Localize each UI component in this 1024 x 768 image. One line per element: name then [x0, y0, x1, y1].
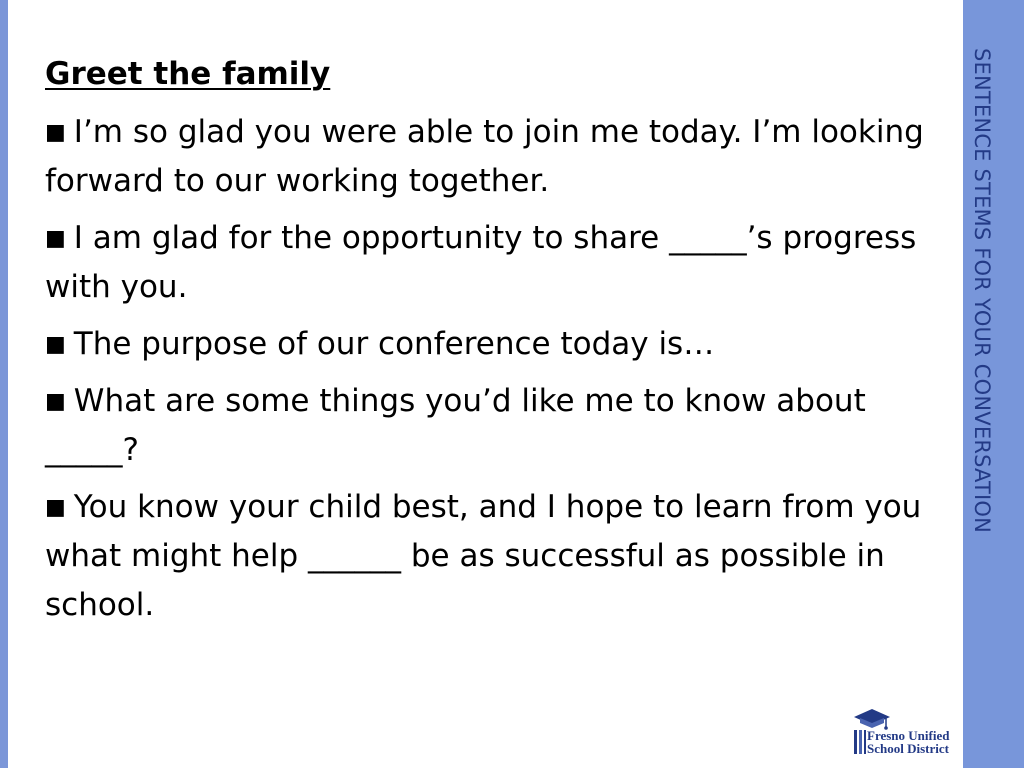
left-border-stripe — [0, 0, 8, 768]
school-district-logo — [850, 703, 954, 759]
sentence-stem-text: What are some things you’d like me to know about _____? — [45, 383, 866, 468]
sentence-stem-item — [45, 108, 945, 206]
sentence-stem-text: I’m so glad you were able to join me today. I’m looking forward to our working together. — [45, 114, 924, 199]
slide-content — [45, 50, 945, 638]
bullet-icon: ■ — [45, 389, 66, 414]
bullet-icon: ■ — [45, 495, 66, 520]
sentence-stem-text: You know your child best, and I hope to learn from you what might help ______ be as successful as possible in school. — [45, 489, 922, 623]
slide-heading: Greet the family — [45, 56, 331, 92]
bullet-icon: ■ — [45, 120, 66, 145]
sentence-stem-text: The purpose of our conference today is… — [73, 326, 715, 362]
sentence-stem-item — [45, 214, 945, 312]
logo-line-2: School District — [867, 741, 949, 756]
sentence-stem-text: I am glad for the opportunity to share _____’s progress with you. — [45, 220, 917, 305]
logo-line-1: Fresno Unified — [867, 728, 950, 743]
bullet-icon: ■ — [45, 226, 66, 251]
sentence-stem-item — [45, 483, 945, 630]
sentence-stem-item — [45, 320, 945, 369]
bullet-icon: ■ — [45, 332, 66, 357]
sentence-stem-item — [45, 377, 945, 475]
side-panel-title: SENTENCE STEMS FOR YOUR CONVERSATION — [970, 48, 994, 534]
logo-text — [867, 729, 957, 755]
